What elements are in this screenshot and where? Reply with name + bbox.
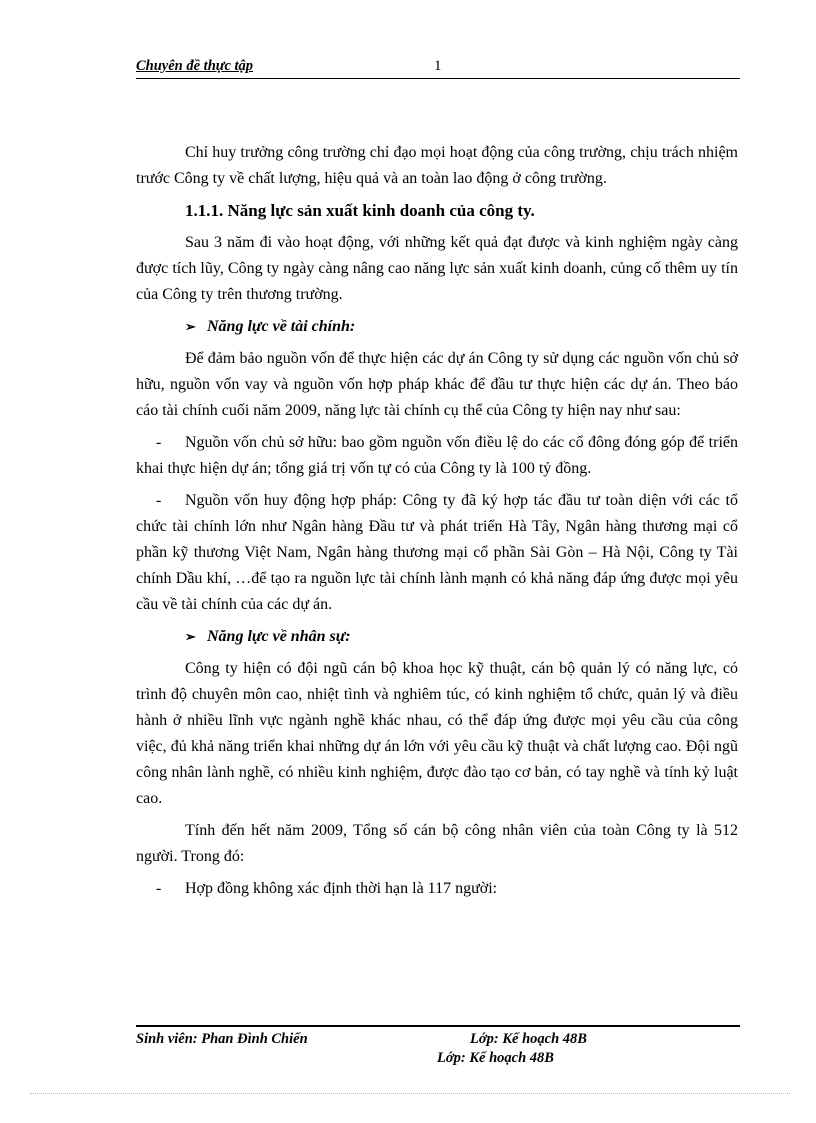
page-header <box>136 58 740 79</box>
subheading-finance-text: Năng lực về tài chính: <box>207 318 356 335</box>
paragraph-hr: Công ty hiện có đội ngũ cán bộ khoa học kỹ thuật, cán bộ quản lý có năng lực, có trình độ chuyên môn cao, nhiệt tình và nghiêm túc, có kinh nghiệm tổ chức, quản lý và điều hành ở nhiều lĩnh vực ngành nghề khác nhau, có thể đáp ứng được mọi yêu cầu của công việc, đủ khả năng triển khai những dự án lớn với yêu cầu kỹ thuật và chất lượng cao. Đội ngũ công nhân lành nghề, có nhiều kinh nghiệm, được đào tạo cơ bản, có tay nghề và tính kỷ luật cao. <box>136 660 738 807</box>
subheading-hr <box>136 624 738 650</box>
page-number: 1 <box>434 58 442 74</box>
paragraph-staff: Tính đến hết năm 2009, Tổng số cán bộ công nhân viên của toàn Công ty là 512 người. Trong đó: <box>136 822 738 865</box>
list-item-equity-text: Nguồn vốn chủ sở hữu: bao gồm nguồn vốn điều lệ do các cổ đông đóng góp để triển khai thực hiện dự án; tổng giá trị vốn tự có của Công ty là 100 tỷ đồng. <box>136 434 738 477</box>
list-item-capital-text: Nguồn vốn huy động hợp pháp: Công ty đã ký hợp tác đầu tư toàn diện với các tổ chức tài chính lớn như Ngân hàng Đầu tư và phát triển Hà Tây, Ngân hàng thương mại cổ phần kỹ thương Việt Nam, Ngân hàng thương mại cổ phần Sài Gòn – Hà Nội, Công ty Tài chính Dầu khí, …để tạo ra nguồn lực tài chính lành mạnh có khả năng đáp ứng được mọi yêu cầu về tài chính của các dự án. <box>136 492 738 613</box>
subheading-finance <box>136 314 738 340</box>
list-item-equity <box>136 430 738 482</box>
paragraph-finance: Để đảm bảo nguồn vốn để thực hiện các dự án Công ty sử dụng các nguồn vốn chủ sở hữu, nguồn vốn vay và nguồn vốn hợp pháp khác để đầu tư thực hiện các dự án. Theo báo cáo tài chính cuối năm 2009, năng lực tài chính cụ thể của Công ty hiện nay như sau: <box>136 350 738 419</box>
paragraph-overview: Sau 3 năm đi vào hoạt động, với những kết quả đạt được và kinh nghiệm ngày càng được tích lũy, Công ty ngày càng nâng cao năng lực sản xuất kinh doanh, củng cố thêm uy tín của Công ty trên thương trường. <box>136 234 738 303</box>
subheading-hr-text: Năng lực về nhân sự: <box>207 628 351 645</box>
document-body <box>136 140 738 908</box>
paragraph-intro: Chỉ huy trưởng công trường chỉ đạo mọi hoạt động của công trường, chịu trách nhiệm trước Công ty về chất lượng, hiệu quả và an toàn lao động ở công trường. <box>136 144 738 187</box>
footer-divider <box>136 1025 740 1027</box>
arrow-bullet-icon: ➢ <box>185 629 196 644</box>
list-item-contract <box>136 876 738 902</box>
footer-class: Lớp: Kế hoạch 48B <box>470 1031 587 1047</box>
arrow-bullet-icon: ➢ <box>185 319 196 334</box>
dash-bullet: - <box>156 492 162 509</box>
header-title: Chuyên đề thực tập <box>136 58 254 74</box>
dash-bullet: - <box>156 434 162 451</box>
page-bottom-rule <box>30 1093 790 1094</box>
dash-bullet: - <box>156 880 162 897</box>
footer-class-duplicate: Lớp: Kế hoạch 48B <box>437 1050 554 1066</box>
list-item-contract-text: Hợp đồng không xác định thời hạn là 117 người: <box>185 880 498 897</box>
footer-student: Sinh viên: Phan Đình Chiến <box>136 1031 308 1047</box>
section-heading: 1.1.1. Năng lực sản xuất kinh doanh của công ty. <box>185 201 535 220</box>
list-item-capital <box>136 488 738 618</box>
